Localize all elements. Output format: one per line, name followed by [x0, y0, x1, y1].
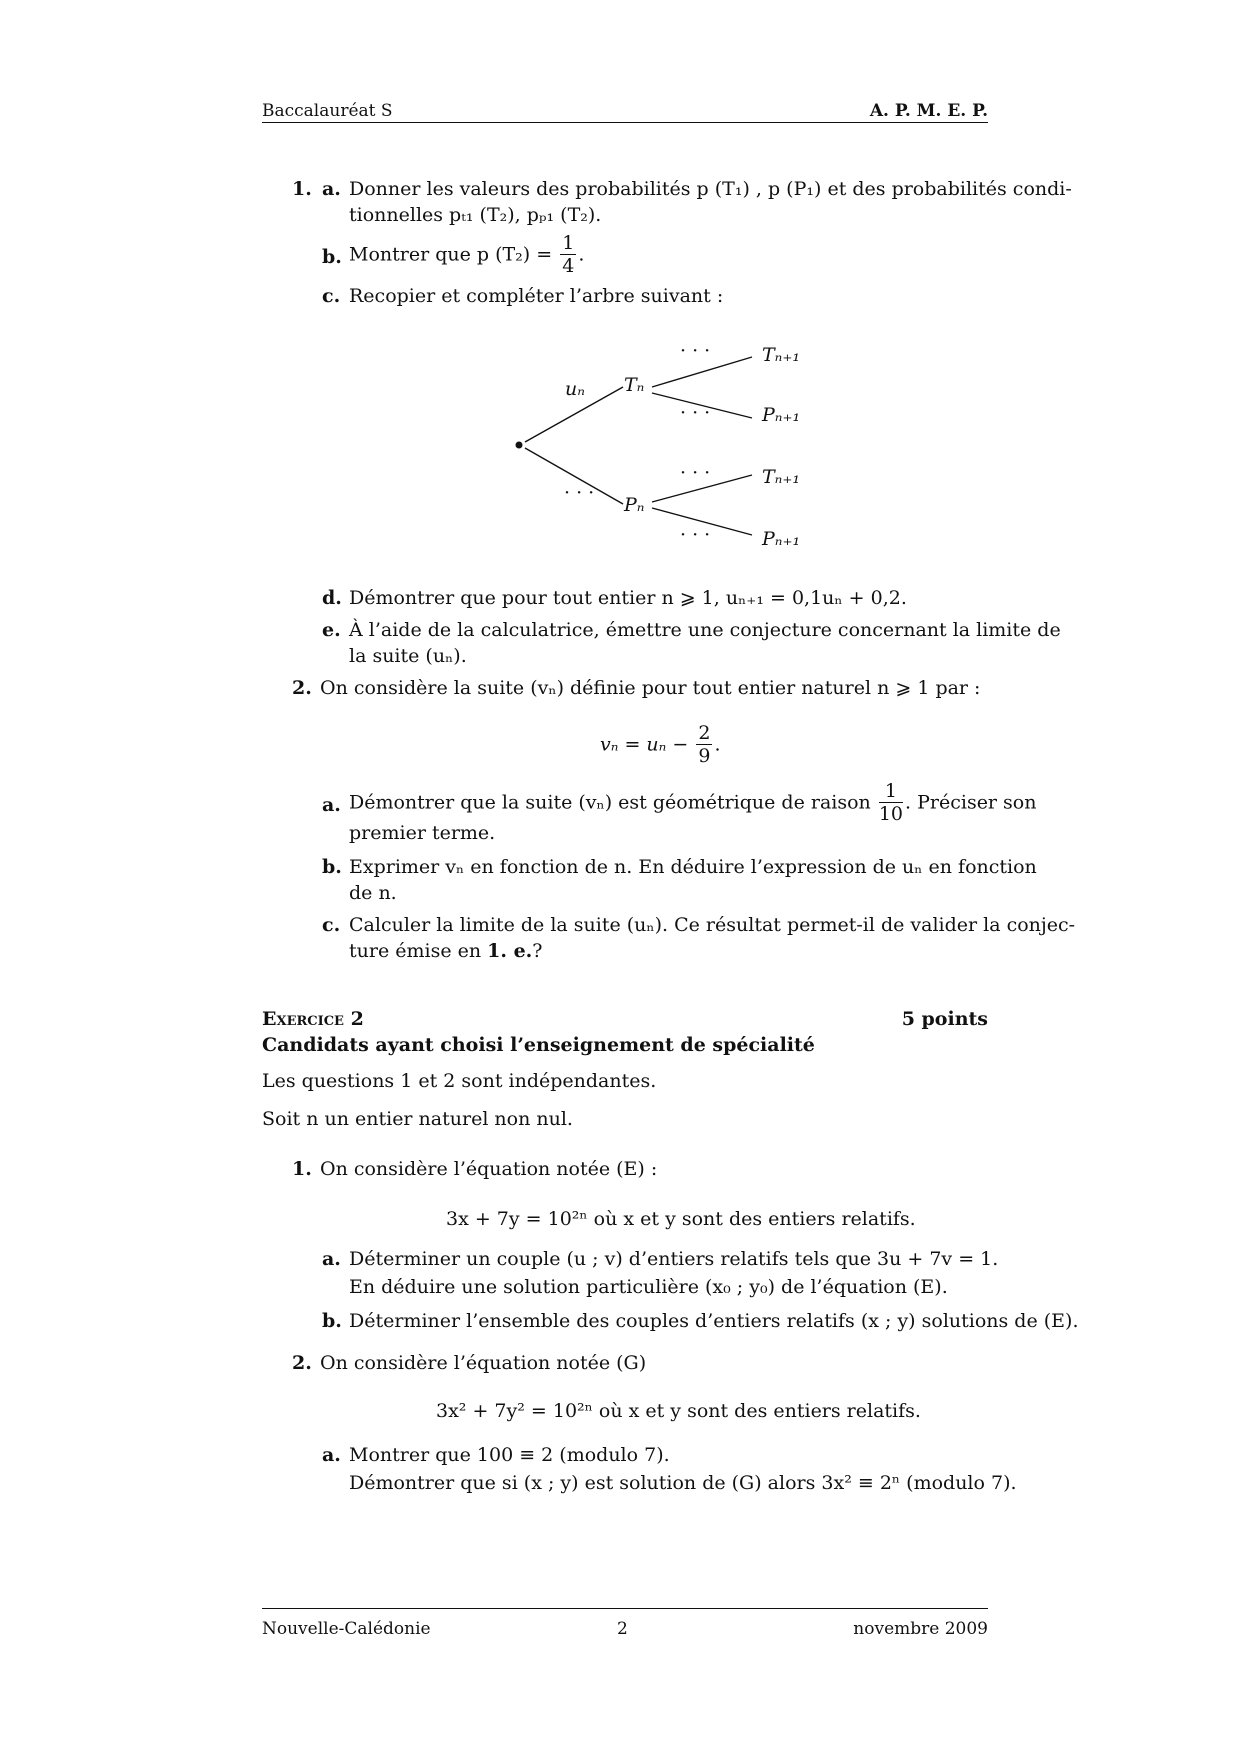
footer-right: novembre 2009 — [853, 1619, 988, 1639]
ex2-q1b-label: b. — [322, 1310, 342, 1332]
ex2-q2a-line2: Démontrer que si (x ; y) est solution de (G) alors 3x² ≡ 2ⁿ (modulo 7). — [349, 1472, 1017, 1494]
header-rule — [262, 122, 988, 123]
tree-node-Pn: Pₙ — [624, 494, 645, 516]
ex2-q1a-line2: En déduire une solution particulière (x₀ ; y₀) de l’équation (E). — [349, 1276, 948, 1298]
ex2-q2a-label: a. — [322, 1444, 341, 1466]
tree-dots-Tn-Tn1: · · · — [680, 340, 711, 362]
q1a-label: a. — [322, 178, 341, 200]
tree-leaf-Pn1-top: Pₙ₊₁ — [762, 404, 801, 426]
q2a-denominator: 10 — [878, 803, 904, 825]
q2c-reference: 1. e. — [487, 940, 533, 962]
footer-rule — [262, 1608, 988, 1609]
tree-leaf-Tn1-top: Tₙ₊₁ — [762, 344, 801, 366]
q2c-line2-text: ture émise en — [349, 940, 482, 962]
q1d-label: d. — [322, 587, 342, 609]
header-left: Baccalauréat S — [262, 101, 393, 121]
q1b-label: b. — [322, 246, 342, 268]
q2-formula-fraction — [696, 722, 712, 767]
q2-formula-denominator: 9 — [698, 745, 711, 767]
q1-number: 1. — [292, 178, 312, 200]
q2c-end: ? — [532, 940, 543, 962]
ex2-q2-text: On considère l’équation notée (G) — [320, 1352, 647, 1374]
q2c-line2 — [349, 938, 542, 964]
q1b-numerator: 1 — [562, 232, 575, 254]
ex2-points: 5 points — [901, 1008, 988, 1030]
q1a-line2: tionnelles pₜ₁ (T₂), pₚ₁ (T₂). — [349, 204, 602, 226]
q2a-fraction — [879, 780, 903, 825]
q2a-line1 — [349, 780, 1036, 825]
q1a-line1: Donner les valeurs des probabilités p (T₁) , p (P₁) et des probabilités condi- — [349, 178, 1072, 200]
q2b-line2: de n. — [349, 882, 397, 904]
footer-page-number: 2 — [617, 1619, 628, 1639]
ex2-q2-number: 2. — [292, 1352, 312, 1374]
q2-formula-numerator: 2 — [698, 722, 711, 744]
q2a-numerator: 1 — [879, 780, 903, 803]
q2-intro: On considère la suite (vₙ) définie pour tout entier naturel n ⩾ 1 par : — [320, 677, 981, 699]
footer-left: Nouvelle-Calédonie — [262, 1619, 431, 1639]
q2c-label: c. — [322, 914, 341, 936]
ex2-line2: Soit n un entier naturel non nul. — [262, 1108, 573, 1130]
tree-root-dot — [516, 442, 523, 449]
ex2-title: Exercice 2 — [262, 1008, 364, 1030]
q1e-line1: À l’aide de la calculatrice, émettre une conjecture concernant la limite de — [349, 619, 1061, 641]
ex2-line1: Les questions 1 et 2 sont indépendantes. — [262, 1070, 657, 1092]
q2c-line1: Calculer la limite de la suite (uₙ). Ce résultat permet-il de valider la conjec- — [349, 914, 1076, 936]
q1e-label: e. — [322, 619, 341, 641]
q1b-fraction — [560, 232, 576, 277]
ex2-q1-number: 1. — [292, 1158, 312, 1180]
tree-dots-root-Pn: · · · — [564, 482, 595, 504]
tree-leaf-Tn1-bottom: Tₙ₊₁ — [762, 466, 801, 488]
ex2-subtitle: Candidats ayant choisi l’enseignement de spécialité — [262, 1034, 815, 1056]
q1c-text: Recopier et compléter l’arbre suivant : — [349, 285, 724, 307]
ex2-q1a-line1: Déterminer un couple (u ; v) d’entiers relatifs tels que 3u + 7v = 1. — [349, 1248, 999, 1270]
q2-number: 2. — [292, 677, 312, 699]
header-right: A. P. M. E. P. — [869, 101, 988, 121]
q2b-label: b. — [322, 856, 342, 878]
tree-dots-Pn-Tn1: · · · — [680, 462, 711, 484]
ex2-q1b-text: Déterminer l’ensemble des couples d’entiers relatifs (x ; y) solutions de (E). — [349, 1310, 1079, 1332]
q2b-line1: Exprimer vₙ en fonction de n. En déduire l’expression de uₙ en fonction — [349, 856, 1037, 878]
q2-formula: vₙ = uₙ − $\frac{2}{9}$ . — [600, 722, 721, 767]
q2a-text-end: . Préciser son — [905, 791, 1037, 814]
q1b-line: Montrer que p (T₂) = $\frac{1}{4}$ . — [349, 232, 585, 277]
q1d-text: Démontrer que pour tout entier n ⩾ 1, uₙ₊₁ = 0,1uₙ + 0,2. — [349, 587, 907, 609]
tree-dots-Pn-Pn1: · · · — [680, 524, 711, 546]
q1b-text: Montrer que p (T₂) = — [349, 243, 553, 266]
tree-leaf-Pn1-bottom: Pₙ₊₁ — [762, 528, 801, 550]
ex2-q2-equation: 3x² + 7y² = 10²ⁿ où x et y sont des entiers relatifs. — [436, 1400, 921, 1422]
q1e-line2: la suite (uₙ). — [349, 645, 467, 667]
ex2-q1-equation: 3x + 7y = 10²ⁿ où x et y sont des entiers relatifs. — [446, 1208, 916, 1230]
tree-label-un: uₙ — [565, 378, 585, 400]
q2a-label: a. — [322, 794, 341, 816]
q2a-text: Démontrer que la suite (vₙ) est géométrique de raison — [349, 791, 871, 814]
ex2-q1-text: On considère l’équation notée (E) : — [320, 1158, 658, 1180]
q1c-label: c. — [322, 285, 341, 307]
tree-dots-Tn-Pn1: · · · — [680, 402, 711, 424]
ex2-q1a-label: a. — [322, 1248, 341, 1270]
q2a-line2: premier terme. — [349, 822, 496, 844]
tree-node-Tn: Tₙ — [624, 374, 645, 396]
ex2-q2a-line1: Montrer que 100 ≡ 2 (modulo 7). — [349, 1444, 670, 1466]
q1b-denominator: 4 — [562, 255, 575, 277]
q2-formula-left: vₙ = uₙ − — [600, 733, 689, 756]
